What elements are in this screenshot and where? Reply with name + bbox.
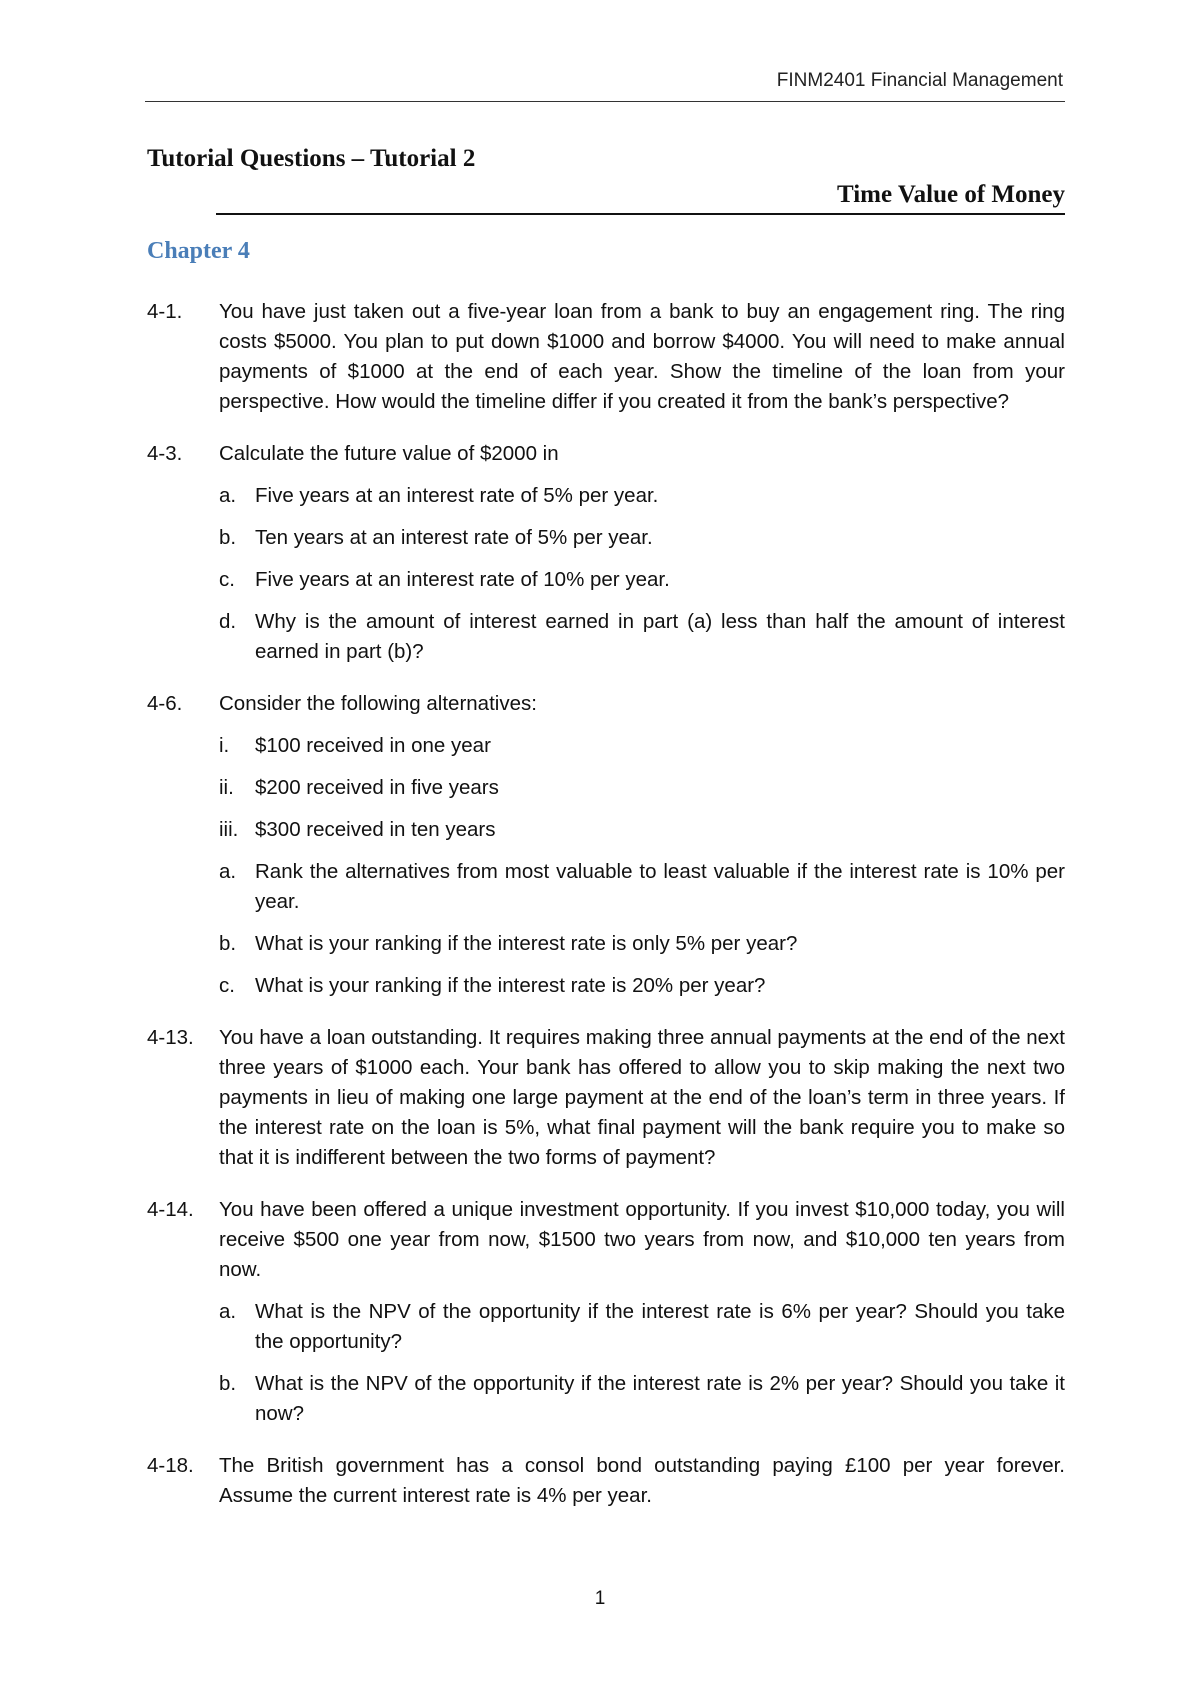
question-number: 4-13. [147,1026,194,1049]
question-part [219,929,1065,959]
title-divider [216,213,1065,215]
part-text: $200 received in five years [255,776,499,799]
question-text: Calculate the future value of $2000 in [219,442,559,465]
part-label: ii. [219,776,234,799]
question-text: Consider the following alternatives: [219,692,537,715]
running-header: FINM2401 Financial Management [776,70,1063,91]
part-text: Five years at an interest rate of 5% per year. [255,484,659,507]
part-text: What is your ranking if the interest rate is only 5% per year? [255,932,798,955]
question-part [219,1297,1065,1357]
question-part [219,523,1065,553]
question-text: You have been offered a unique investment opportunity. If you invest $10,000 today, you will receive $500 one year from now, $1500 two years from now, and $10,000 ten years from now. [219,1198,1065,1281]
question-part [219,857,1065,917]
part-text: What is the NPV of the opportunity if the interest rate is 2% per year? Should you take it now? [255,1372,1065,1425]
document-title: Tutorial Questions – Tutorial 2 [147,145,476,172]
part-label: b. [219,526,237,549]
question-list [147,297,1065,1533]
question-part [219,971,1065,1001]
part-label: c. [219,568,235,591]
part-label: a. [219,1300,237,1323]
question-number: 4-18. [147,1454,194,1477]
question-item [147,1023,1065,1173]
question-number: 4-6. [147,692,183,715]
question-part [219,481,1065,511]
question-part [219,565,1065,595]
part-text: Five years at an interest rate of 10% per year. [255,568,670,591]
part-text: What is your ranking if the interest rate is 20% per year? [255,974,766,997]
question-number: 4-14. [147,1198,194,1221]
question-item [147,1195,1065,1429]
question-part [219,731,1065,761]
part-text: What is the NPV of the opportunity if the interest rate is 6% per year? Should you take the opportunity? [255,1300,1065,1353]
chapter-heading: Chapter 4 [147,238,250,264]
document-subtitle: Time Value of Money [836,181,1065,208]
question-item [147,1451,1065,1511]
question-part [219,607,1065,667]
part-label: iii. [219,818,239,841]
part-label: b. [219,932,237,955]
part-text: Ten years at an interest rate of 5% per year. [255,526,653,549]
part-label: a. [219,860,237,883]
question-part [219,1369,1065,1429]
question-number: 4-1. [147,300,183,323]
question-number: 4-3. [147,442,183,465]
question-part [219,815,1065,845]
question-part [219,773,1065,803]
part-text: Why is the amount of interest earned in part (a) less than half the amount of interest earned in part (b)? [255,610,1065,663]
question-text: You have a loan outstanding. It requires making three annual payments at the end of the next three years of $1000 each. Your bank has offered to allow you to skip making the next two payments in lieu of making one large payment at the end of the loan’s term in three years. If the interest rate on the loan is 5%, what final payment will the bank require you to make so that it is indifferent between the two forms of payment? [219,1026,1065,1169]
part-label: c. [219,974,235,997]
part-label: b. [219,1372,237,1395]
part-label: d. [219,610,237,633]
question-text: The British government has a consol bond outstanding paying £100 per year forever. Assume the current interest rate is 4% per year. [219,1454,1065,1507]
part-text: $100 received in one year [255,734,491,757]
question-text: You have just taken out a five-year loan from a bank to buy an engagement ring. The ring costs $5000. You plan to put down $1000 and borrow $4000. You will need to make annual payments of $1000 at the end of each year. Show the timeline of the loan from your perspective. How would the timeline differ if you created it from the bank’s perspective? [219,300,1065,413]
header-divider [145,101,1065,102]
part-label: i. [219,734,230,757]
part-text: $300 received in ten years [255,818,496,841]
question-item [147,439,1065,667]
part-text: Rank the alternatives from most valuable to least valuable if the interest rate is 10% per year. [255,860,1065,913]
question-item [147,689,1065,1001]
page-number: 1 [594,1588,606,1609]
question-item [147,297,1065,417]
part-label: a. [219,484,237,507]
